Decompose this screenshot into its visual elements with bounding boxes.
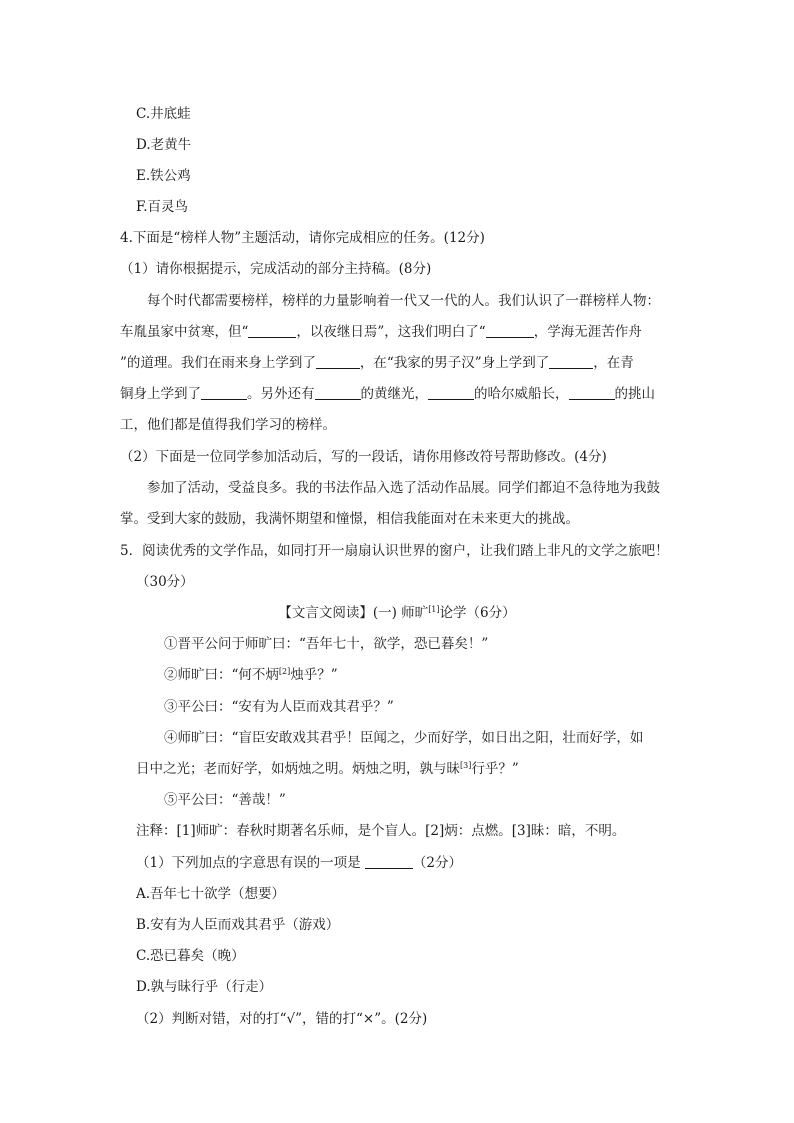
classical-para-5: ⑤平公曰：“善哉！” <box>164 792 286 808</box>
q4-part2-title: （2）下面是一位同学参加活动后，写的一段话，请你用修改符号帮助修改。(4分) <box>120 449 607 465</box>
sub1-option-a: A.吾年七十欲学（想要） <box>136 886 286 902</box>
q4-part2-line1: 参加了活动，受益良多。我的书法作品入选了活动作品展。同学们都迫不急待地为我鼓 <box>147 480 660 496</box>
section-title: 【文言文阅读】(一) 师旷[1]论学（6分） <box>278 605 516 621</box>
fill-blank <box>486 323 534 338</box>
q5-sub1-title: （1）下列加点的字意思有误的一项是 （2分） <box>136 855 462 871</box>
q4-part2-line2: 掌。受到大家的鼓励，我满怀期望和憧憬，相信我能面对在未来更大的挑战。 <box>120 511 579 527</box>
classical-para-1: ①晋平公问于师旷曰：“吾年七十，欲学，恐已暮矣！” <box>164 636 489 652</box>
q4-part1-title: （1）请你根据提示，完成活动的部分主持稿。(8分) <box>120 261 432 277</box>
q5-score: （30分） <box>136 574 194 590</box>
fill-blank <box>428 385 474 400</box>
option-e: E.铁公鸡 <box>136 168 191 184</box>
sub1-option-d: D.孰与昧行乎（行走） <box>136 979 273 995</box>
q5-sub2-title: （2）判断对错，对的打“√”，错的打“×”。(2分) <box>136 1011 428 1027</box>
fill-blank <box>549 354 593 369</box>
q4-part1-line4: 铜身上学到了 。另外还有 的黄继光， 的哈尔威船长， 的挑山 <box>120 386 655 402</box>
fill-blank <box>316 354 360 369</box>
option-c: C.井底蛙 <box>136 106 191 122</box>
fill-blank <box>248 323 296 338</box>
q5-title: 5．阅读优秀的文学作品，如同打开一扇扇认识世界的窗户，让我们踏上非凡的文学之旅吧！ <box>120 543 669 559</box>
classical-para-4-line1: ④师旷曰：“盲臣安敢戏其君乎！臣闻之，少而好学，如日出之阳，壮而好学，如 <box>164 730 644 746</box>
fill-blank <box>365 854 413 869</box>
option-f: F.百灵鸟 <box>136 199 189 215</box>
q4-title: 4.下面是“榜样人物”主题活动，请你完成相应的任务。(12分) <box>120 230 485 246</box>
classical-para-4-line2: 日中之光；老而好学，如炳烛之明。炳烛之明，孰与昧[3]行乎？” <box>136 761 519 777</box>
classical-para-3: ③平公曰：“安有为人臣而戏其君乎？” <box>164 699 394 715</box>
q4-part1-line2: 车胤虽家中贫寒，但“ ，以夜继日焉”，这我们明白了“ ，学海无涯苦作舟 <box>120 324 642 340</box>
notes: 注释：[1]师旷：春秋时期著名乐师，是个盲人。[2]炳：点燃。[3]昧：暗，不明。 <box>136 823 626 839</box>
q4-part1-line1: 每个时代都需要榜样，榜样的力量影响着一代又一代的人。我们认识了一群榜样人物： <box>147 293 660 309</box>
q4-part1-line3: ”的道理。我们在雨来身上学到了 ，在“我家的男子汉”身上学到了 ，在青 <box>120 355 634 371</box>
fill-blank <box>569 385 615 400</box>
q4-part1-line5: 工，他们都是值得我们学习的榜样。 <box>120 417 336 433</box>
classical-para-2: ②师旷曰：“何不炳[2]烛乎？” <box>164 667 338 683</box>
sub1-option-b: B.安有为人臣而戏其君乎（游戏） <box>136 917 340 933</box>
option-d: D.老黄牛 <box>136 137 192 153</box>
fill-blank <box>201 385 247 400</box>
fill-blank <box>315 385 361 400</box>
sub1-option-c: C.恐已暮矣（晚） <box>136 948 245 964</box>
